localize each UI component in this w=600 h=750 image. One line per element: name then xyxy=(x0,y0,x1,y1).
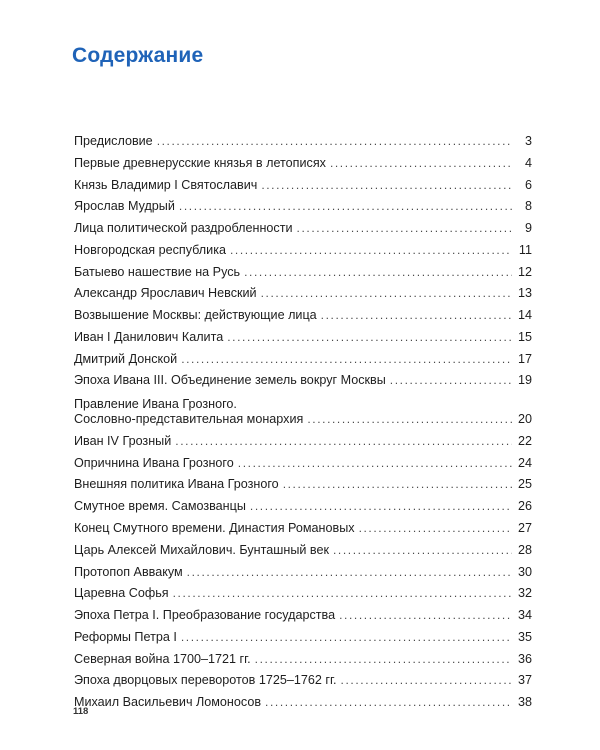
toc-entry-title: Смутное время. Самозванцы xyxy=(74,499,246,514)
dot-leader xyxy=(307,412,512,427)
toc-entry[interactable] xyxy=(74,695,532,710)
toc-entry[interactable] xyxy=(74,434,532,449)
dot-leader xyxy=(297,221,512,236)
dot-leader xyxy=(175,434,512,449)
toc-entry-page: 9 xyxy=(524,221,532,236)
toc-entry-title: Возвышение Москвы: действующие лица xyxy=(74,308,317,323)
toc-entry-title: Новгородская республика xyxy=(74,242,226,257)
toc-entry[interactable] xyxy=(74,521,532,536)
dot-leader xyxy=(250,499,512,514)
toc-entry[interactable] xyxy=(74,608,532,623)
toc-entry[interactable] xyxy=(74,265,532,280)
dot-leader xyxy=(187,565,512,580)
toc-entry-page: 28 xyxy=(517,542,532,557)
toc-entry-page: 13 xyxy=(517,286,532,301)
toc-entry[interactable] xyxy=(74,178,532,193)
toc-entry-title: Протопоп Аввакум xyxy=(74,564,183,579)
toc-entry-page: 11 xyxy=(518,242,532,257)
toc-entry[interactable] xyxy=(74,286,532,301)
toc-entry-title: Дмитрий Донской xyxy=(74,351,178,366)
toc-entry[interactable] xyxy=(74,565,532,580)
toc-entry[interactable] xyxy=(74,456,532,471)
dot-leader xyxy=(244,265,512,280)
toc-entry-title: Внешняя политика Ивана Грозного xyxy=(74,477,279,492)
dot-leader xyxy=(157,134,512,149)
dot-leader xyxy=(179,199,512,214)
toc-entry-page: 4 xyxy=(524,155,532,170)
toc-entry-page: 6 xyxy=(524,177,532,192)
toc-entry[interactable] xyxy=(74,652,532,667)
toc-entry[interactable] xyxy=(74,395,532,427)
dot-leader xyxy=(230,243,512,258)
toc-entry-page: 26 xyxy=(517,499,532,514)
dot-leader xyxy=(341,673,512,688)
toc-entry-title: Михаил Васильевич Ломоносов xyxy=(74,695,262,710)
dot-leader xyxy=(359,521,512,536)
dot-leader xyxy=(283,477,512,492)
toc-entry-title: Эпоха дворцовых переворотов 1725–1762 гг. xyxy=(74,673,337,688)
page-number: 118 xyxy=(73,706,89,717)
dot-leader xyxy=(181,630,512,645)
toc-entry-page: 38 xyxy=(517,695,532,710)
dot-leader xyxy=(390,373,512,388)
toc-entry[interactable] xyxy=(74,199,532,214)
toc-entry-title: Князь Владимир I Святославич xyxy=(74,177,258,192)
dot-leader xyxy=(173,586,512,601)
toc-entry[interactable] xyxy=(74,352,532,367)
toc-entry-page: 34 xyxy=(517,608,532,623)
dot-leader xyxy=(339,608,512,623)
toc-entry-page: 17 xyxy=(517,351,532,366)
dot-leader xyxy=(321,308,512,323)
toc-entry-title xyxy=(74,397,303,427)
toc-entry-page: 35 xyxy=(517,629,532,644)
toc-entry-page: 20 xyxy=(517,412,532,427)
toc-entry[interactable] xyxy=(74,243,532,258)
dot-leader xyxy=(227,330,512,345)
dot-leader xyxy=(333,543,512,558)
toc-entry[interactable] xyxy=(74,630,532,645)
toc-entry-title: Северная война 1700–1721 гг. xyxy=(74,651,251,666)
toc-entry-title: Царь Алексей Михайлович. Бунташный век xyxy=(74,542,329,557)
toc-entry-page: 37 xyxy=(517,673,532,688)
toc-entry-page: 12 xyxy=(517,264,532,279)
toc-entry[interactable] xyxy=(74,477,532,492)
toc-entry[interactable] xyxy=(74,156,532,171)
toc-entry-page: 27 xyxy=(517,521,532,536)
dot-leader xyxy=(330,156,512,171)
toc-entry-title: Лица политической раздробленности xyxy=(74,221,293,236)
toc-entry-title: Иван IV Грозный xyxy=(74,433,172,448)
toc-entry[interactable] xyxy=(74,543,532,558)
toc-entry-title: Эпоха Петра I. Преобразование государства xyxy=(74,608,336,623)
toc-entry-title: Батыево нашествие на Русь xyxy=(74,264,241,279)
toc-entry-page: 19 xyxy=(517,373,532,388)
toc-entry-title: Александр Ярославич Невский xyxy=(74,286,257,301)
toc-entry[interactable] xyxy=(74,586,532,601)
toc-entry-title-line2: Сословно-представительная монархия xyxy=(74,412,304,427)
toc-entry-page: 24 xyxy=(517,455,532,470)
dot-leader xyxy=(261,286,512,301)
toc-entry-title-line1: Правление Ивана Грозного. xyxy=(74,397,237,412)
toc-entry-page: 15 xyxy=(517,329,532,344)
page-title: Содержание xyxy=(72,44,204,67)
toc-entry-title: Конец Смутного времени. Династия Романовых xyxy=(74,521,355,536)
toc-entry-page: 22 xyxy=(517,433,532,448)
dot-leader xyxy=(238,456,512,471)
toc-entry-title: Царевна Софья xyxy=(74,586,169,601)
toc-entry-title: Предисловие xyxy=(74,134,153,148)
toc-entry-title: Ярослав Мудрый xyxy=(74,199,175,214)
dot-leader xyxy=(255,652,512,667)
toc-entry-page: 25 xyxy=(517,477,532,492)
toc-entry-title: Первые древнерусские князья в летописях xyxy=(74,155,326,170)
toc-entry[interactable] xyxy=(74,499,532,514)
toc-entry[interactable] xyxy=(74,134,532,149)
toc-entry-page: 3 xyxy=(524,134,532,148)
dot-leader xyxy=(265,695,512,710)
toc-entry-title: Опричнина Ивана Грозного xyxy=(74,455,234,470)
toc-entry-page: 32 xyxy=(517,586,532,601)
toc-entry[interactable] xyxy=(74,221,532,236)
dot-leader xyxy=(181,352,512,367)
toc-entry[interactable] xyxy=(74,373,532,388)
toc-entry-title: Реформы Петра I xyxy=(74,629,177,644)
table-of-contents xyxy=(74,134,532,717)
toc-entry-page: 36 xyxy=(517,651,532,666)
toc-entry[interactable] xyxy=(74,330,532,345)
toc-entry-page: 30 xyxy=(517,564,532,579)
toc-entry-title: Иван I Данилович Калита xyxy=(74,329,224,344)
toc-entry-page: 14 xyxy=(517,308,532,323)
dot-leader xyxy=(261,178,512,193)
toc-entry-title: Эпоха Ивана III. Объединение земель вокруг Москвы xyxy=(74,373,386,388)
toc-entry[interactable] xyxy=(74,308,532,323)
toc-entry[interactable] xyxy=(74,673,532,688)
toc-entry-page: 8 xyxy=(524,199,532,214)
